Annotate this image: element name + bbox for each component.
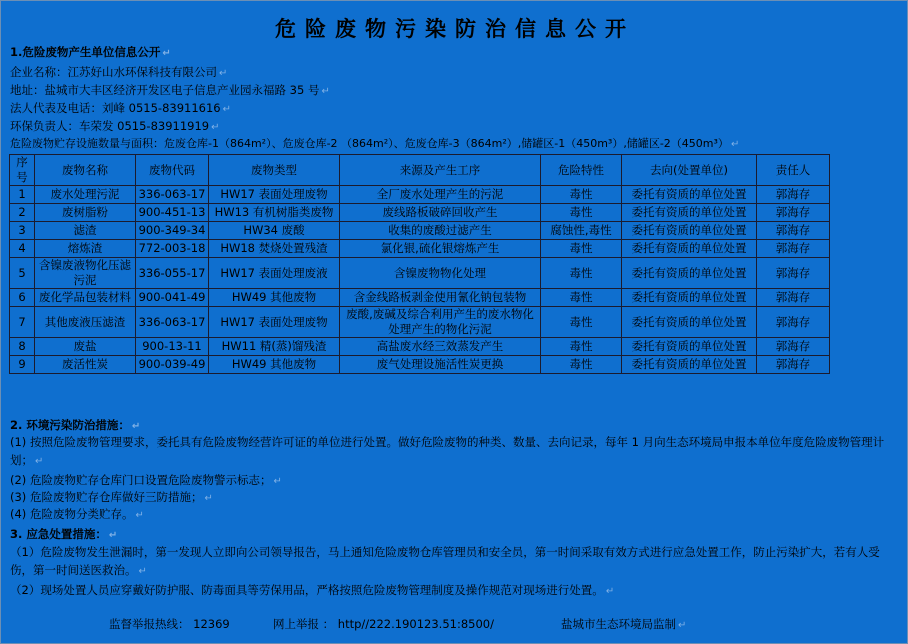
cell-no: 7 — [10, 307, 35, 338]
cell-destination: 委托有资质的单位处置 — [622, 222, 757, 240]
cell-source: 全厂废水处理产生的污泥 — [340, 186, 541, 204]
cell-source: 收集的废酸过滤产生 — [340, 222, 541, 240]
cell-destination: 委托有资质的单位处置 — [622, 307, 757, 338]
cell-responsible: 郭海存 — [757, 338, 830, 356]
supervisor-label: 盐城市生态环境局监制 ↵ — [561, 617, 687, 631]
paragraph-mark-icon: ↵ — [35, 456, 44, 467]
cell-code: 336-063-17 — [136, 307, 209, 338]
cell-name: 废水处理污泥 — [35, 186, 136, 204]
cell-no: 4 — [10, 240, 35, 258]
cell-source: 含金线路板剥金使用氰化钠包装物 — [340, 289, 541, 307]
paragraph-mark-icon: ↵ — [204, 493, 213, 504]
cell-code: 900-451-13 — [136, 204, 209, 222]
cell-destination: 委托有资质的单位处置 — [622, 338, 757, 356]
header-source: 来源及产生工序 — [340, 155, 541, 186]
cell-destination: 委托有资质的单位处置 — [622, 356, 757, 374]
measure-4: (4) 危险废物分类贮存。 ↵ — [10, 507, 144, 521]
paragraph-mark-icon: ↵ — [108, 530, 118, 541]
cell-responsible: 郭海存 — [757, 289, 830, 307]
cell-source: 高盐废水经三效蒸发产生 — [340, 338, 541, 356]
page-title: 危险废物污染防治信息公开 — [275, 16, 635, 41]
header-destination: 去向(处置单位) — [622, 155, 757, 186]
table-row — [10, 240, 830, 258]
cell-no: 9 — [10, 356, 35, 374]
cell-destination: 委托有资质的单位处置 — [622, 289, 757, 307]
cell-name: 含镍废液物化压滤污泥 — [35, 258, 136, 289]
paragraph-mark-icon: ↵ — [219, 68, 228, 79]
table-row — [10, 186, 830, 204]
cell-type: HW34 废酸 — [209, 222, 340, 240]
cell-no: 3 — [10, 222, 35, 240]
section3-heading: 3. 应急处置措施： ↵ — [10, 527, 118, 541]
paragraph-mark-icon: ↵ — [321, 86, 330, 97]
online-report-link[interactable]: 网上举报 ： http//222.190123.51:8500/ — [273, 617, 494, 631]
cell-no: 1 — [10, 186, 35, 204]
cell-no: 8 — [10, 338, 35, 356]
cell-name: 废盐 — [35, 338, 136, 356]
cell-property: 毒性 — [541, 204, 622, 222]
table-row — [10, 289, 830, 307]
header-property: 危险特性 — [541, 155, 622, 186]
cell-type: HW49 其他废物 — [209, 356, 340, 374]
cell-property: 毒性 — [541, 307, 622, 338]
cell-property: 毒性 — [541, 186, 622, 204]
cell-source: 含镍废物物化处理 — [340, 258, 541, 289]
cell-code: 336-055-17 — [136, 258, 209, 289]
section2-heading: 2. 环境污染防治措施： ↵ — [10, 418, 141, 432]
paragraph-mark-icon: ↵ — [678, 620, 687, 631]
paragraph-mark-icon: ↵ — [605, 586, 615, 597]
paragraph-mark-icon: ↵ — [131, 421, 141, 432]
cell-type: HW17 表面处理废物 — [209, 186, 340, 204]
cell-responsible: 郭海存 — [757, 356, 830, 374]
paragraph-mark-icon: ↵ — [162, 48, 171, 59]
company-name: 企业名称：江苏好山水环保科技有限公司 ↵ — [10, 65, 228, 79]
cell-type: HW17 表面处理废液 — [209, 258, 340, 289]
cell-destination: 委托有资质的单位处置 — [622, 258, 757, 289]
cell-responsible: 郭海存 — [757, 240, 830, 258]
table-row — [10, 338, 830, 356]
environment-manager: 环保负责人：车荣发 0515-83911919 ↵ — [10, 119, 220, 133]
cell-property: 毒性 — [541, 338, 622, 356]
emergency-2: （2）现场处置人员应穿戴好防护服、防毒面具等劳保用品，严格按照危险废物管理制度及操作规范对现场进行处置。 ↵ — [10, 583, 615, 597]
cell-responsible: 郭海存 — [757, 258, 830, 289]
section1-heading: 1.危险废物产生单位信息公开 ↵ — [10, 45, 171, 59]
cell-no: 5 — [10, 258, 35, 289]
paragraph-mark-icon: ↵ — [135, 510, 144, 521]
cell-type: HW49 其他废物 — [209, 289, 340, 307]
cell-property: 毒性 — [541, 258, 622, 289]
table-row — [10, 222, 830, 240]
cell-property: 毒性 — [541, 240, 622, 258]
cell-name: 废化学品包装材料 — [35, 289, 136, 307]
cell-code: 900-13-11 — [136, 338, 209, 356]
cell-responsible: 郭海存 — [757, 186, 830, 204]
paragraph-mark-icon: ↵ — [273, 476, 282, 487]
cell-name: 废活性炭 — [35, 356, 136, 374]
cell-code: 336-063-17 — [136, 186, 209, 204]
cell-type: HW11 精(蒸)馏残渣 — [209, 338, 340, 356]
header-name: 废物名称 — [35, 155, 136, 186]
cell-no: 6 — [10, 289, 35, 307]
cell-name: 滤渣 — [35, 222, 136, 240]
cell-name: 熔炼渣 — [35, 240, 136, 258]
cell-source: 废气处理设施活性炭更换 — [340, 356, 541, 374]
cell-code: 772-003-18 — [136, 240, 209, 258]
table-row — [10, 307, 830, 338]
cell-responsible: 郭海存 — [757, 307, 830, 338]
waste-table — [9, 154, 830, 374]
cell-source: 氯化银,硫化银熔炼产生 — [340, 240, 541, 258]
cell-type: HW18 焚烧处置残渣 — [209, 240, 340, 258]
cell-code: 900-349-34 — [136, 222, 209, 240]
paragraph-mark-icon: ↵ — [138, 566, 147, 577]
cell-no: 2 — [10, 204, 35, 222]
legal-representative: 法人代表及电话：刘峰 0515-83911616 ↵ — [10, 101, 231, 115]
header-no: 序号 — [10, 155, 35, 186]
storage-facilities: 危险废物贮存设施数量与面积：危废仓库-1（864m²）、危废仓库-2 （864m²）、危废仓库-3（864m²）,储罐区-1（450m³）,储罐区-2（450m³） ↵ — [10, 137, 740, 150]
cell-destination: 委托有资质的单位处置 — [622, 186, 757, 204]
cell-source: 废酸,废碱及综合利用产生的废水物化处理产生的物化污泥 — [340, 307, 541, 338]
cell-code: 900-041-49 — [136, 289, 209, 307]
cell-type: HW13 有机树脂类废物 — [209, 204, 340, 222]
header-responsible: 责任人 — [757, 155, 830, 186]
emergency-1: （1）危险废物发生泄漏时，第一发现人立即向公司领导报告，马上通知危险废物仓库管理员和安全员，第一时间采取有效方式进行应急处置工作，防止污染扩大，若有人受伤，第一时间送医救治。 ↵ — [10, 545, 880, 577]
cell-property: 腐蚀性,毒性 — [541, 222, 622, 240]
header-code: 废物代码 — [136, 155, 209, 186]
table-header-row — [10, 155, 830, 186]
cell-responsible: 郭海存 — [757, 204, 830, 222]
cell-code: 900-039-49 — [136, 356, 209, 374]
table-row — [10, 356, 830, 374]
company-address: 地址：盐城市大丰区经济开发区电子信息产业园永福路 35 号 ↵ — [10, 83, 330, 97]
cell-source: 废线路板破碎回收产生 — [340, 204, 541, 222]
cell-property: 毒性 — [541, 356, 622, 374]
cell-type: HW17 表面处理废物 — [209, 307, 340, 338]
paragraph-mark-icon: ↵ — [211, 122, 220, 133]
table-row — [10, 258, 830, 289]
table-row — [10, 204, 830, 222]
cell-responsible: 郭海存 — [757, 222, 830, 240]
measure-3: (3) 危险废物贮存仓库做好三防措施； ↵ — [10, 490, 213, 504]
cell-name: 废树脂粉 — [35, 204, 136, 222]
paragraph-mark-icon: ↵ — [222, 104, 231, 115]
header-type: 废物类型 — [209, 155, 340, 186]
cell-destination: 委托有资质的单位处置 — [622, 240, 757, 258]
measure-2: (2) 危险废物贮存仓库门口设置危险废物警示标志； ↵ — [10, 473, 282, 487]
cell-name: 其他废液压滤渣 — [35, 307, 136, 338]
cell-property: 毒性 — [541, 289, 622, 307]
report-hotline: 监督举报热线： 12369 — [109, 617, 230, 631]
measure-1: (1) 按照危险废物管理要求，委托具有危险废物经营许可证的单位进行处置。做好危险废物的种类、数量、去向记录，每年 1 月向生态环境局申报本单位年度危险废物管理计划； ↵ — [10, 435, 885, 467]
paragraph-mark-icon: ↵ — [730, 139, 740, 150]
cell-destination: 委托有资质的单位处置 — [622, 204, 757, 222]
